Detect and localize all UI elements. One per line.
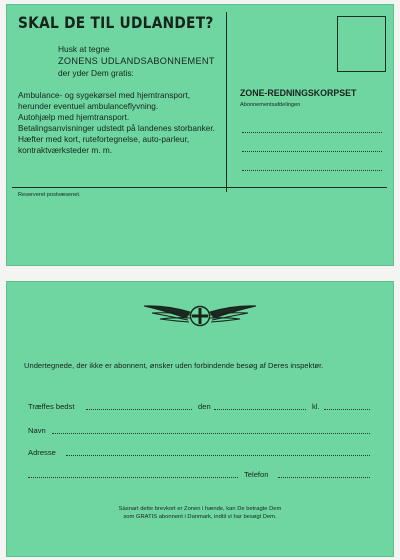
services-list [18, 90, 218, 156]
label-telefon: Telefon [244, 470, 269, 479]
postcard-front [6, 4, 394, 266]
reserved-note: Reserveret postvæsenet. [18, 192, 81, 198]
adresse-field[interactable] [66, 455, 370, 456]
recipient-department: Abonnementsafdelingen [240, 102, 301, 108]
intro-text: Undertegnede, der ikke er abonnent, ønsker uden forbindende besøg af Deres inspektør. [24, 361, 324, 370]
address-line[interactable] [242, 151, 382, 152]
recipient-name: ZONE-REDNINGSKORPSET [240, 88, 357, 98]
label-adresse: Adresse [28, 448, 56, 457]
service-line: kontraktværksteder m. m. [18, 145, 113, 155]
service-line: Betalingsanvisninger udstedt på landenes storbanker. [18, 123, 215, 133]
postcard-back [6, 281, 394, 557]
stamp-box [337, 16, 386, 72]
kl-field[interactable] [324, 409, 370, 410]
divider-horizontal [12, 187, 387, 188]
field-row-adresse [28, 445, 372, 457]
note-line-3: der yder Dem gratis: [58, 68, 134, 78]
note-line-2: ZONENS UDLANDSABONNEMENT [58, 56, 215, 66]
navn-field[interactable] [52, 433, 370, 434]
traeffes-field[interactable] [86, 409, 192, 410]
label-traeffes: Træffes bedst [28, 402, 75, 411]
telefon-field[interactable] [278, 477, 370, 478]
footer-line-2: som GRATIS abonnent i Danmark, indtil vi har besøgt Dem. [123, 514, 277, 520]
address-line[interactable] [242, 170, 382, 171]
note-line-1: Husk at tegne [58, 44, 110, 54]
label-navn: Navn [28, 426, 46, 435]
headline: SKAL DE TIL UDLANDET? [18, 13, 214, 32]
adresse-field-continued[interactable] [28, 477, 238, 478]
field-row-traeffes [28, 399, 372, 411]
service-line: Ambulance- og sygekørsel med hjemtransport, [18, 90, 191, 100]
divider-vertical [226, 12, 227, 192]
label-kl: kl. [312, 402, 320, 411]
address-line[interactable] [242, 132, 382, 133]
label-den: den [198, 402, 211, 411]
den-field[interactable] [214, 409, 306, 410]
service-line: herunder eventuel ambulanceflyvning. [18, 101, 159, 111]
service-line: Hæfter med kort, rutefortegnelse, auto-parleur, [18, 134, 190, 144]
service-line: Autohjælp med hjemtransport. [18, 112, 130, 122]
winged-emblem-icon [142, 303, 258, 329]
footer-line-1: Sàsnart dette brevkort er Zonen i hænde, kan De betragte Dem [118, 506, 282, 512]
field-row-navn [28, 423, 372, 435]
field-row-telefon [28, 467, 372, 479]
